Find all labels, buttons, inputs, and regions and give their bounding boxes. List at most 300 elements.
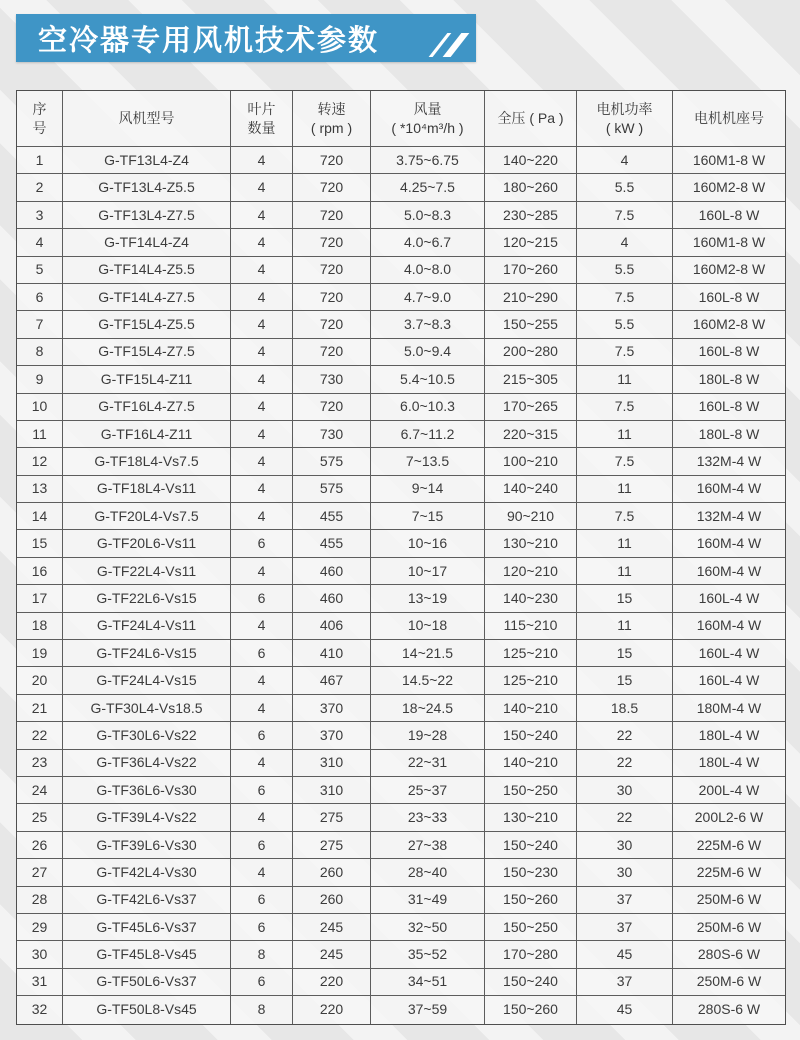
cell-power: 45 xyxy=(577,996,673,1023)
cell-frame: 160M-4 W xyxy=(673,530,785,557)
cell-airflow: 13~19 xyxy=(371,585,485,612)
cell-airflow: 32~50 xyxy=(371,914,485,941)
cell-airflow: 10~17 xyxy=(371,558,485,585)
cell-pressure: 150~240 xyxy=(485,722,577,749)
cell-index: 27 xyxy=(17,859,63,886)
cell-pressure: 150~250 xyxy=(485,777,577,804)
cell-rpm: 275 xyxy=(293,832,371,859)
header-cell-power xyxy=(577,91,673,147)
cell-rpm: 406 xyxy=(293,613,371,640)
header-cell-index xyxy=(17,91,63,147)
cell-power: 11 xyxy=(577,613,673,640)
table-row xyxy=(17,832,785,859)
cell-model: G-TF50L8-Vs45 xyxy=(63,996,231,1023)
cell-index: 32 xyxy=(17,996,63,1023)
table-header-row xyxy=(17,91,785,147)
cell-blades: 4 xyxy=(231,284,293,311)
cell-frame: 280S-6 W xyxy=(673,996,785,1023)
table-row xyxy=(17,804,785,831)
cell-index: 12 xyxy=(17,448,63,475)
header-cell-airflow xyxy=(371,91,485,147)
table-row xyxy=(17,996,785,1023)
cell-airflow: 18~24.5 xyxy=(371,695,485,722)
cell-pressure: 115~210 xyxy=(485,613,577,640)
cell-airflow: 4.7~9.0 xyxy=(371,284,485,311)
cell-airflow: 3.7~8.3 xyxy=(371,311,485,338)
table-row xyxy=(17,202,785,229)
table-row xyxy=(17,887,785,914)
cell-blades: 4 xyxy=(231,394,293,421)
cell-pressure: 200~280 xyxy=(485,339,577,366)
cell-frame: 250M-6 W xyxy=(673,969,785,996)
cell-pressure: 90~210 xyxy=(485,503,577,530)
cell-airflow: 7~13.5 xyxy=(371,448,485,475)
cell-power: 11 xyxy=(577,558,673,585)
cell-pressure: 230~285 xyxy=(485,202,577,229)
cell-model: G-TF13L4-Z5.5 xyxy=(63,174,231,201)
cell-power: 11 xyxy=(577,366,673,393)
cell-power: 7.5 xyxy=(577,448,673,475)
cell-model: G-TF42L6-Vs37 xyxy=(63,887,231,914)
cell-index: 18 xyxy=(17,613,63,640)
cell-blades: 4 xyxy=(231,147,293,174)
cell-index: 31 xyxy=(17,969,63,996)
cell-model: G-TF18L4-Vs7.5 xyxy=(63,448,231,475)
cell-airflow: 4.25~7.5 xyxy=(371,174,485,201)
cell-frame: 250M-6 W xyxy=(673,887,785,914)
cell-rpm: 720 xyxy=(293,311,371,338)
cell-airflow: 6.7~11.2 xyxy=(371,421,485,448)
cell-pressure: 150~240 xyxy=(485,832,577,859)
cell-power: 11 xyxy=(577,476,673,503)
cell-rpm: 467 xyxy=(293,667,371,694)
cell-airflow: 19~28 xyxy=(371,722,485,749)
table-row xyxy=(17,366,785,393)
cell-pressure: 125~210 xyxy=(485,640,577,667)
cell-frame: 160M1-8 W xyxy=(673,147,785,174)
cell-power: 7.5 xyxy=(577,339,673,366)
cell-airflow: 4.0~8.0 xyxy=(371,257,485,284)
cell-model: G-TF39L6-Vs30 xyxy=(63,832,231,859)
table-row xyxy=(17,558,785,585)
cell-index: 26 xyxy=(17,832,63,859)
cell-airflow: 10~18 xyxy=(371,613,485,640)
table-row xyxy=(17,585,785,612)
cell-blades: 4 xyxy=(231,421,293,448)
header-label-line: 风量 xyxy=(413,100,442,117)
cell-index: 10 xyxy=(17,394,63,421)
cell-blades: 4 xyxy=(231,750,293,777)
cell-rpm: 220 xyxy=(293,996,371,1023)
cell-rpm: 455 xyxy=(293,530,371,557)
cell-blades: 8 xyxy=(231,996,293,1023)
cell-frame: 180L-8 W xyxy=(673,366,785,393)
cell-rpm: 730 xyxy=(293,421,371,448)
cell-blades: 4 xyxy=(231,202,293,229)
cell-frame: 132M-4 W xyxy=(673,448,785,475)
cell-pressure: 180~260 xyxy=(485,174,577,201)
cell-model: G-TF22L4-Vs11 xyxy=(63,558,231,585)
title-banner xyxy=(16,14,476,62)
cell-index: 19 xyxy=(17,640,63,667)
cell-model: G-TF15L4-Z11 xyxy=(63,366,231,393)
cell-airflow: 5.0~9.4 xyxy=(371,339,485,366)
cell-pressure: 140~220 xyxy=(485,147,577,174)
cell-rpm: 460 xyxy=(293,558,371,585)
cell-model: G-TF24L4-Vs15 xyxy=(63,667,231,694)
cell-frame: 160L-8 W xyxy=(673,284,785,311)
cell-pressure: 140~230 xyxy=(485,585,577,612)
cell-pressure: 150~260 xyxy=(485,887,577,914)
cell-power: 30 xyxy=(577,832,673,859)
cell-frame: 132M-4 W xyxy=(673,503,785,530)
cell-pressure: 150~255 xyxy=(485,311,577,338)
cell-power: 37 xyxy=(577,914,673,941)
cell-blades: 4 xyxy=(231,558,293,585)
cell-index: 16 xyxy=(17,558,63,585)
cell-airflow: 5.0~8.3 xyxy=(371,202,485,229)
fan-spec-table xyxy=(16,90,786,1025)
cell-rpm: 245 xyxy=(293,941,371,968)
cell-index: 24 xyxy=(17,777,63,804)
cell-airflow: 35~52 xyxy=(371,941,485,968)
cell-pressure: 210~290 xyxy=(485,284,577,311)
cell-model: G-TF14L4-Z4 xyxy=(63,229,231,256)
cell-blades: 4 xyxy=(231,339,293,366)
cell-power: 5.5 xyxy=(577,311,673,338)
cell-airflow: 3.75~6.75 xyxy=(371,147,485,174)
cell-pressure: 100~210 xyxy=(485,448,577,475)
cell-rpm: 720 xyxy=(293,284,371,311)
table-row xyxy=(17,722,785,749)
cell-power: 7.5 xyxy=(577,284,673,311)
cell-index: 17 xyxy=(17,585,63,612)
cell-power: 37 xyxy=(577,969,673,996)
table-row xyxy=(17,859,785,886)
cell-model: G-TF13L4-Z7.5 xyxy=(63,202,231,229)
cell-power: 4 xyxy=(577,229,673,256)
cell-pressure: 140~210 xyxy=(485,750,577,777)
cell-power: 7.5 xyxy=(577,394,673,421)
cell-power: 22 xyxy=(577,804,673,831)
header-cell-model xyxy=(63,91,231,147)
cell-airflow: 34~51 xyxy=(371,969,485,996)
cell-model: G-TF36L6-Vs30 xyxy=(63,777,231,804)
cell-frame: 160M-4 W xyxy=(673,558,785,585)
cell-model: G-TF30L6-Vs22 xyxy=(63,722,231,749)
header-label-line: 叶片 xyxy=(247,100,276,117)
cell-pressure: 150~250 xyxy=(485,914,577,941)
cell-rpm: 460 xyxy=(293,585,371,612)
cell-rpm: 720 xyxy=(293,202,371,229)
cell-model: G-TF20L6-Vs11 xyxy=(63,530,231,557)
cell-rpm: 720 xyxy=(293,339,371,366)
cell-blades: 6 xyxy=(231,640,293,667)
cell-pressure: 140~240 xyxy=(485,476,577,503)
cell-power: 15 xyxy=(577,585,673,612)
cell-power: 4 xyxy=(577,147,673,174)
cell-model: G-TF36L4-Vs22 xyxy=(63,750,231,777)
cell-model: G-TF50L6-Vs37 xyxy=(63,969,231,996)
cell-frame: 160L-8 W xyxy=(673,202,785,229)
cell-pressure: 215~305 xyxy=(485,366,577,393)
cell-blades: 6 xyxy=(231,832,293,859)
cell-rpm: 260 xyxy=(293,887,371,914)
cell-index: 13 xyxy=(17,476,63,503)
cell-blades: 4 xyxy=(231,311,293,338)
cell-power: 18.5 xyxy=(577,695,673,722)
cell-rpm: 245 xyxy=(293,914,371,941)
table-row xyxy=(17,284,785,311)
cell-index: 2 xyxy=(17,174,63,201)
table-row xyxy=(17,339,785,366)
cell-pressure: 170~280 xyxy=(485,941,577,968)
cell-index: 6 xyxy=(17,284,63,311)
cell-index: 9 xyxy=(17,366,63,393)
cell-power: 15 xyxy=(577,667,673,694)
cell-pressure: 150~230 xyxy=(485,859,577,886)
cell-pressure: 150~260 xyxy=(485,996,577,1023)
cell-pressure: 120~215 xyxy=(485,229,577,256)
cell-pressure: 150~240 xyxy=(485,969,577,996)
cell-blades: 4 xyxy=(231,804,293,831)
cell-rpm: 720 xyxy=(293,147,371,174)
cell-blades: 6 xyxy=(231,585,293,612)
cell-frame: 160M1-8 W xyxy=(673,229,785,256)
cell-blades: 4 xyxy=(231,476,293,503)
cell-frame: 225M-6 W xyxy=(673,832,785,859)
header-cell-rpm xyxy=(293,91,371,147)
cell-airflow: 14.5~22 xyxy=(371,667,485,694)
cell-rpm: 720 xyxy=(293,394,371,421)
cell-index: 21 xyxy=(17,695,63,722)
cell-power: 5.5 xyxy=(577,174,673,201)
cell-frame: 160L-8 W xyxy=(673,339,785,366)
cell-pressure: 220~315 xyxy=(485,421,577,448)
cell-rpm: 575 xyxy=(293,448,371,475)
cell-frame: 160M2-8 W xyxy=(673,174,785,201)
cell-rpm: 220 xyxy=(293,969,371,996)
cell-pressure: 130~210 xyxy=(485,530,577,557)
cell-airflow: 31~49 xyxy=(371,887,485,914)
cell-frame: 180M-4 W xyxy=(673,695,785,722)
cell-index: 1 xyxy=(17,147,63,174)
cell-model: G-TF45L6-Vs37 xyxy=(63,914,231,941)
cell-index: 25 xyxy=(17,804,63,831)
cell-rpm: 275 xyxy=(293,804,371,831)
cell-rpm: 575 xyxy=(293,476,371,503)
table-row xyxy=(17,394,785,421)
cell-index: 4 xyxy=(17,229,63,256)
cell-rpm: 410 xyxy=(293,640,371,667)
cell-model: G-TF22L6-Vs15 xyxy=(63,585,231,612)
cell-airflow: 14~21.5 xyxy=(371,640,485,667)
table-row xyxy=(17,613,785,640)
header-label-line: ( kW ) xyxy=(605,119,644,136)
cell-index: 29 xyxy=(17,914,63,941)
cell-model: G-TF24L4-Vs11 xyxy=(63,613,231,640)
cell-airflow: 25~37 xyxy=(371,777,485,804)
cell-model: G-TF45L8-Vs45 xyxy=(63,941,231,968)
table-row xyxy=(17,640,785,667)
cell-blades: 4 xyxy=(231,366,293,393)
header-label-line: 电机机座号 xyxy=(694,110,764,127)
cell-index: 3 xyxy=(17,202,63,229)
cell-frame: 225M-6 W xyxy=(673,859,785,886)
cell-blades: 8 xyxy=(231,941,293,968)
cell-index: 30 xyxy=(17,941,63,968)
cell-pressure: 140~210 xyxy=(485,695,577,722)
cell-power: 11 xyxy=(577,530,673,557)
header-cell-frame xyxy=(673,91,785,147)
header-label-line: ( *10⁴m³/h ) xyxy=(391,119,464,136)
cell-model: G-TF13L4-Z4 xyxy=(63,147,231,174)
table-row xyxy=(17,147,785,174)
cell-index: 23 xyxy=(17,750,63,777)
cell-frame: 160M-4 W xyxy=(673,613,785,640)
cell-blades: 4 xyxy=(231,613,293,640)
cell-frame: 280S-6 W xyxy=(673,941,785,968)
cell-index: 11 xyxy=(17,421,63,448)
table-row xyxy=(17,257,785,284)
cell-model: G-TF15L4-Z5.5 xyxy=(63,311,231,338)
table-row xyxy=(17,503,785,530)
cell-frame: 160L-4 W xyxy=(673,667,785,694)
cell-frame: 160M2-8 W xyxy=(673,257,785,284)
cell-power: 11 xyxy=(577,421,673,448)
cell-rpm: 720 xyxy=(293,257,371,284)
cell-blades: 4 xyxy=(231,859,293,886)
cell-rpm: 455 xyxy=(293,503,371,530)
cell-airflow: 4.0~6.7 xyxy=(371,229,485,256)
cell-model: G-TF18L4-Vs11 xyxy=(63,476,231,503)
cell-airflow: 5.4~10.5 xyxy=(371,366,485,393)
cell-airflow: 6.0~10.3 xyxy=(371,394,485,421)
header-label-line: 全压 ( Pa ) xyxy=(497,110,564,127)
cell-airflow: 10~16 xyxy=(371,530,485,557)
cell-power: 45 xyxy=(577,941,673,968)
cell-blades: 6 xyxy=(231,777,293,804)
cell-rpm: 370 xyxy=(293,722,371,749)
cell-blades: 4 xyxy=(231,257,293,284)
cell-power: 30 xyxy=(577,777,673,804)
cell-airflow: 28~40 xyxy=(371,859,485,886)
cell-frame: 180L-4 W xyxy=(673,750,785,777)
cell-pressure: 130~210 xyxy=(485,804,577,831)
cell-model: G-TF14L4-Z7.5 xyxy=(63,284,231,311)
cell-model: G-TF24L6-Vs15 xyxy=(63,640,231,667)
table-row xyxy=(17,311,785,338)
cell-power: 22 xyxy=(577,750,673,777)
cell-model: G-TF20L4-Vs7.5 xyxy=(63,503,231,530)
table-row xyxy=(17,229,785,256)
cell-blades: 4 xyxy=(231,174,293,201)
table-row xyxy=(17,750,785,777)
cell-power: 15 xyxy=(577,640,673,667)
table-row xyxy=(17,476,785,503)
cell-pressure: 170~260 xyxy=(485,257,577,284)
cell-rpm: 310 xyxy=(293,777,371,804)
cell-model: G-TF16L4-Z7.5 xyxy=(63,394,231,421)
cell-model: G-TF39L4-Vs22 xyxy=(63,804,231,831)
page-title: 空冷器专用风机技术参数 xyxy=(38,24,380,57)
cell-frame: 160L-4 W xyxy=(673,585,785,612)
header-label-line: 风机型号 xyxy=(118,110,175,127)
cell-power: 30 xyxy=(577,859,673,886)
cell-pressure: 170~265 xyxy=(485,394,577,421)
cell-frame: 250M-6 W xyxy=(673,914,785,941)
cell-rpm: 720 xyxy=(293,174,371,201)
cell-index: 14 xyxy=(17,503,63,530)
header-label-line: 转速 xyxy=(317,100,346,117)
cell-airflow: 23~33 xyxy=(371,804,485,831)
cell-model: G-TF14L4-Z5.5 xyxy=(63,257,231,284)
cell-pressure: 120~210 xyxy=(485,558,577,585)
cell-power: 7.5 xyxy=(577,202,673,229)
cell-power: 5.5 xyxy=(577,257,673,284)
table-row xyxy=(17,530,785,557)
cell-blades: 4 xyxy=(231,667,293,694)
cell-frame: 160M-4 W xyxy=(673,476,785,503)
cell-index: 20 xyxy=(17,667,63,694)
cell-rpm: 310 xyxy=(293,750,371,777)
cell-model: G-TF42L4-Vs30 xyxy=(63,859,231,886)
cell-blades: 6 xyxy=(231,887,293,914)
cell-blades: 6 xyxy=(231,530,293,557)
cell-index: 5 xyxy=(17,257,63,284)
table-row xyxy=(17,421,785,448)
cell-power: 37 xyxy=(577,887,673,914)
cell-blades: 4 xyxy=(231,695,293,722)
table-row xyxy=(17,448,785,475)
cell-pressure: 125~210 xyxy=(485,667,577,694)
cell-model: G-TF30L4-Vs18.5 xyxy=(63,695,231,722)
cell-frame: 180L-8 W xyxy=(673,421,785,448)
cell-rpm: 260 xyxy=(293,859,371,886)
cell-blades: 6 xyxy=(231,722,293,749)
cell-rpm: 370 xyxy=(293,695,371,722)
cell-airflow: 22~31 xyxy=(371,750,485,777)
header-cell-pressure xyxy=(485,91,577,147)
cell-index: 15 xyxy=(17,530,63,557)
header-cell-blades xyxy=(231,91,293,147)
cell-frame: 200L2-6 W xyxy=(673,804,785,831)
cell-airflow: 9~14 xyxy=(371,476,485,503)
cell-rpm: 730 xyxy=(293,366,371,393)
table-row xyxy=(17,667,785,694)
table-row xyxy=(17,914,785,941)
cell-power: 22 xyxy=(577,722,673,749)
table-row xyxy=(17,174,785,201)
header-label-line: 电机功率 xyxy=(596,100,653,117)
header-label-line: 序 xyxy=(32,100,47,117)
cell-index: 28 xyxy=(17,887,63,914)
header-label-line: 号 xyxy=(32,119,47,136)
cell-model: G-TF16L4-Z11 xyxy=(63,421,231,448)
header-label-line: ( rpm ) xyxy=(310,119,353,136)
cell-frame: 180L-4 W xyxy=(673,722,785,749)
cell-rpm: 720 xyxy=(293,229,371,256)
cell-airflow: 7~15 xyxy=(371,503,485,530)
cell-index: 22 xyxy=(17,722,63,749)
cell-model: G-TF15L4-Z7.5 xyxy=(63,339,231,366)
cell-airflow: 37~59 xyxy=(371,996,485,1023)
cell-index: 8 xyxy=(17,339,63,366)
cell-frame: 200L-4 W xyxy=(673,777,785,804)
cell-frame: 160M2-8 W xyxy=(673,311,785,338)
cell-airflow: 27~38 xyxy=(371,832,485,859)
cell-index: 7 xyxy=(17,311,63,338)
